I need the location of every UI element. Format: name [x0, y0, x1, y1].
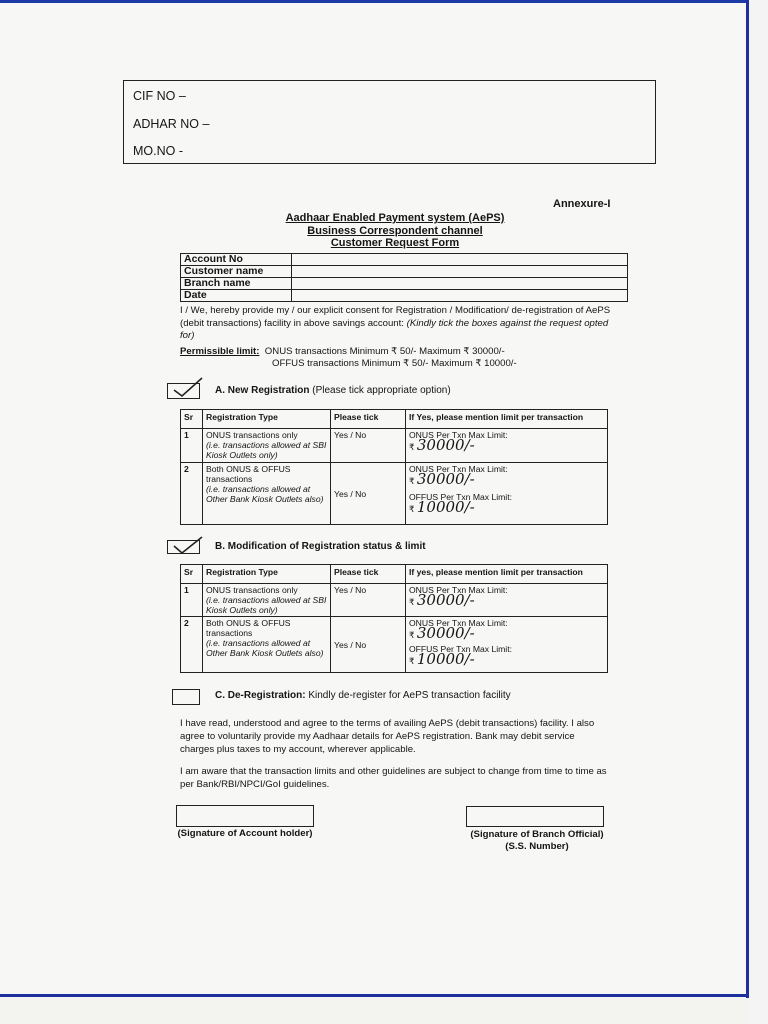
new-registration-table	[180, 409, 608, 525]
onus-limit-label: ONUS Per Txn Max Limit:	[409, 430, 508, 440]
row-type-label: Both ONUS & OFFUS transactions	[206, 464, 291, 484]
table-row	[181, 266, 628, 278]
table-header-row	[181, 410, 608, 429]
row-type	[203, 463, 331, 525]
row-type-label: ONUS transactions only	[206, 585, 298, 595]
mobile-no-label: MO.NO -	[133, 144, 183, 158]
row-sr: 1	[181, 429, 203, 463]
branch-official-signature-box[interactable]	[466, 806, 604, 827]
new-registration-checkbox[interactable]	[167, 383, 200, 399]
row-sr: 1	[181, 584, 203, 617]
table-row	[181, 429, 608, 463]
permissible-limit-onus	[180, 346, 505, 359]
account-no-field[interactable]	[292, 254, 628, 266]
rupee-sign: ₹	[409, 656, 415, 666]
rupee-sign: ₹	[409, 476, 415, 486]
col-limit: If yes, please mention limit per transaction	[406, 565, 608, 584]
row-yes-no[interactable]: Yes / No	[331, 463, 406, 525]
col-please-tick: Please tick	[331, 410, 406, 429]
customer-details-table	[180, 253, 628, 302]
date-field[interactable]	[292, 290, 628, 302]
adhar-no-label: ADHAR NO –	[133, 117, 210, 131]
title-line-2: Business Correspondent channel	[307, 224, 483, 237]
customer-name-label: Customer name	[181, 266, 292, 278]
agreement-paragraph-2: I am aware that the transaction limits and other guidelines are subject to change from time to time as per Bank/RBI/NPCI/GoI guidelines.	[180, 766, 607, 790]
agreement-paragraph-1: I have read, understood and agree to the terms of availing AePS (debit transactions) facility. I also agree to voluntarily provide my Aadhaar details for AePS registration. Bank may debit service charges plus taxes to my account, wherever applicable.	[180, 718, 595, 755]
onus-limit-value[interactable]: 30000/-	[416, 591, 475, 609]
checkmark-icon	[172, 376, 212, 398]
rupee-sign: ₹	[409, 630, 415, 640]
rupee-sign: ₹	[409, 504, 415, 514]
col-please-tick: Please tick	[331, 565, 406, 584]
row-yes-no[interactable]: Yes / No	[331, 429, 406, 463]
title-line-1: Aadhaar Enabled Payment system (AePS)	[285, 212, 505, 224]
section-a-title	[215, 385, 451, 396]
section-c-title	[215, 690, 511, 701]
consent-instruction: (Kindly tick the boxes against the request opted for)	[180, 317, 609, 341]
scan-edge-right	[746, 0, 749, 998]
section-a-note: (Please tick appropriate option)	[312, 385, 451, 396]
row-yes-no[interactable]: Yes / No	[331, 617, 406, 673]
modification-checkbox[interactable]	[167, 540, 200, 554]
table-row	[181, 290, 628, 302]
row-type-sub: (i.e. transactions allowed at SBI Kiosk Outlets only)	[206, 595, 327, 615]
rupee-sign: ₹	[409, 597, 415, 607]
account-holder-signature-label: (Signature of Account holder)	[177, 828, 313, 839]
scan-edge-bottom	[0, 994, 749, 997]
modification-table	[180, 564, 608, 673]
table-row	[181, 617, 608, 673]
section-c-heading: C. De-Registration:	[215, 690, 306, 701]
permissible-limit-label: Permissible limit:	[180, 346, 260, 357]
consent-text: I / We, hereby provide my / our explicit consent for Registration / Modification/ de-registration of AePS (debit transactions) facility in above savings account:	[180, 305, 611, 329]
customer-name-field[interactable]	[292, 266, 628, 278]
table-row	[181, 278, 628, 290]
offus-limit-value[interactable]: 10000/-	[416, 498, 475, 516]
row-type	[203, 429, 331, 463]
col-registration-type: Registration Type	[203, 565, 331, 584]
onus-limit-label: ONUS Per Txn Max Limit:	[409, 618, 508, 628]
de-registration-checkbox[interactable]	[172, 689, 200, 705]
row-type	[203, 584, 331, 617]
table-row	[181, 463, 608, 525]
branch-name-label: Branch name	[181, 278, 292, 290]
col-sr: Sr	[181, 565, 203, 584]
onus-limit-value[interactable]: 30000/-	[416, 624, 475, 642]
row-type	[203, 617, 331, 673]
row-limit-cell	[406, 617, 608, 673]
offus-limit-text: OFFUS transactions Minimum ₹ 50/- Maximum ₹ 10000/-	[272, 358, 517, 369]
onus-limit-value[interactable]: 30000/-	[416, 436, 475, 454]
ss-number-label: (S.S. Number)	[505, 841, 569, 852]
offus-limit-value[interactable]: 10000/-	[416, 650, 475, 668]
consent-paragraph	[180, 305, 612, 343]
onus-limit-label: ONUS Per Txn Max Limit:	[409, 585, 508, 595]
section-c-text: Kindly de-register for AePS transaction facility	[308, 690, 511, 701]
row-yes-no[interactable]: Yes / No	[331, 584, 406, 617]
row-sr: 2	[181, 463, 203, 525]
row-limit-cell	[406, 463, 608, 525]
section-b-title: B. Modification of Registration status & limit	[215, 541, 426, 552]
row-type-sub: (i.e. transactions allowed at Other Bank Kiosk Outlets also)	[206, 638, 324, 658]
checkmark-icon	[172, 533, 212, 555]
offus-limit-label: OFFUS Per Txn Max Limit:	[409, 644, 512, 654]
branch-official-signature-label: (Signature of Branch Official)	[470, 829, 604, 840]
row-type-sub: (i.e. transactions allowed at SBI Kiosk Outlets only)	[206, 440, 327, 460]
date-label: Date	[181, 290, 292, 302]
row-type-sub: (i.e. transactions allowed at Other Bank Kiosk Outlets also)	[206, 484, 324, 504]
col-sr: Sr	[181, 410, 203, 429]
form-title	[285, 212, 505, 250]
onus-limit-label: ONUS Per Txn Max Limit:	[409, 464, 508, 474]
title-line-3: Customer Request Form	[330, 237, 460, 249]
scan-margin	[748, 0, 768, 1024]
branch-name-field[interactable]	[292, 278, 628, 290]
row-limit-cell	[406, 429, 608, 463]
cif-no-label: CIF NO –	[133, 89, 186, 103]
account-no-label: Account No	[181, 254, 292, 266]
onus-limit-text: ONUS transactions Minimum ₹ 50/- Maximum ₹ 30000/-	[264, 346, 505, 357]
table-row	[181, 584, 608, 617]
row-type-label: Both ONUS & OFFUS transactions	[206, 618, 291, 638]
annexure-label: Annexure-I	[553, 198, 611, 210]
row-sr: 2	[181, 617, 203, 673]
table-row	[181, 254, 628, 266]
offus-limit-label: OFFUS Per Txn Max Limit:	[409, 492, 512, 502]
onus-limit-value[interactable]: 30000/-	[416, 470, 475, 488]
account-holder-signature-box[interactable]	[176, 805, 314, 827]
col-limit: If Yes, please mention limit per transaction	[406, 410, 608, 429]
row-limit-cell	[406, 584, 608, 617]
rupee-sign: ₹	[409, 442, 415, 452]
table-header-row	[181, 565, 608, 584]
section-a-heading: A. New Registration	[215, 385, 310, 396]
row-type-label: ONUS transactions only	[206, 430, 298, 440]
customer-id-box	[123, 80, 656, 164]
col-registration-type: Registration Type	[203, 410, 331, 429]
